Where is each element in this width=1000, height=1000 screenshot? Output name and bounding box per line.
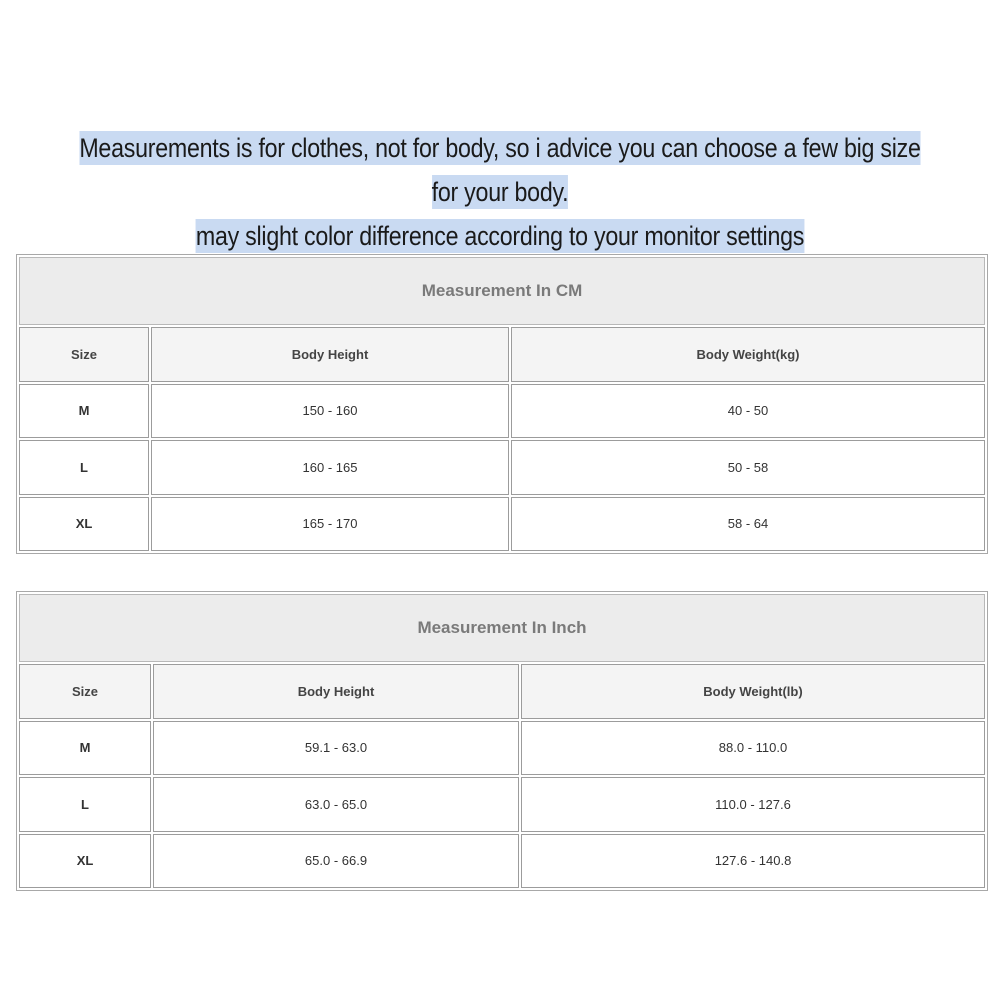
measurement-table-cm (16, 254, 988, 554)
table-header-row (19, 327, 985, 382)
table-header-row (19, 664, 985, 719)
measurement-table-inch (16, 591, 988, 891)
height-cell: 65.0 - 66.9 (153, 834, 519, 889)
table-row (19, 497, 985, 552)
header-body-height: Body Height (151, 327, 509, 382)
size-cell: M (19, 384, 149, 439)
table-row (19, 777, 985, 832)
height-cell: 165 - 170 (151, 497, 509, 552)
height-cell: 150 - 160 (151, 384, 509, 439)
height-cell: 63.0 - 65.0 (153, 777, 519, 832)
weight-cell: 110.0 - 127.6 (521, 777, 985, 832)
header-body-height: Body Height (153, 664, 519, 719)
header-size: Size (19, 664, 151, 719)
height-cell: 59.1 - 63.0 (153, 721, 519, 776)
table-title: Measurement In Inch (19, 594, 985, 662)
size-notice (70, 126, 930, 258)
notice-line-2: may slight color difference according to your monitor settings (195, 221, 805, 251)
height-cell: 160 - 165 (151, 440, 509, 495)
size-cell: L (19, 440, 149, 495)
table-row (19, 384, 985, 439)
size-cell: M (19, 721, 151, 776)
weight-cell: 50 - 58 (511, 440, 985, 495)
table-row (19, 834, 985, 889)
size-cell: L (19, 777, 151, 832)
table-row (19, 721, 985, 776)
size-cell: XL (19, 834, 151, 889)
notice-line-1: Measurements is for clothes, not for body, so i advice you can choose a few big size for your body. (79, 133, 921, 207)
weight-cell: 127.6 - 140.8 (521, 834, 985, 889)
weight-cell: 40 - 50 (511, 384, 985, 439)
weight-cell: 88.0 - 110.0 (521, 721, 985, 776)
weight-cell: 58 - 64 (511, 497, 985, 552)
table-row (19, 440, 985, 495)
header-body-weight: Body Weight(lb) (521, 664, 985, 719)
header-body-weight: Body Weight(kg) (511, 327, 985, 382)
table-title: Measurement In CM (19, 257, 985, 325)
size-cell: XL (19, 497, 149, 552)
header-size: Size (19, 327, 149, 382)
